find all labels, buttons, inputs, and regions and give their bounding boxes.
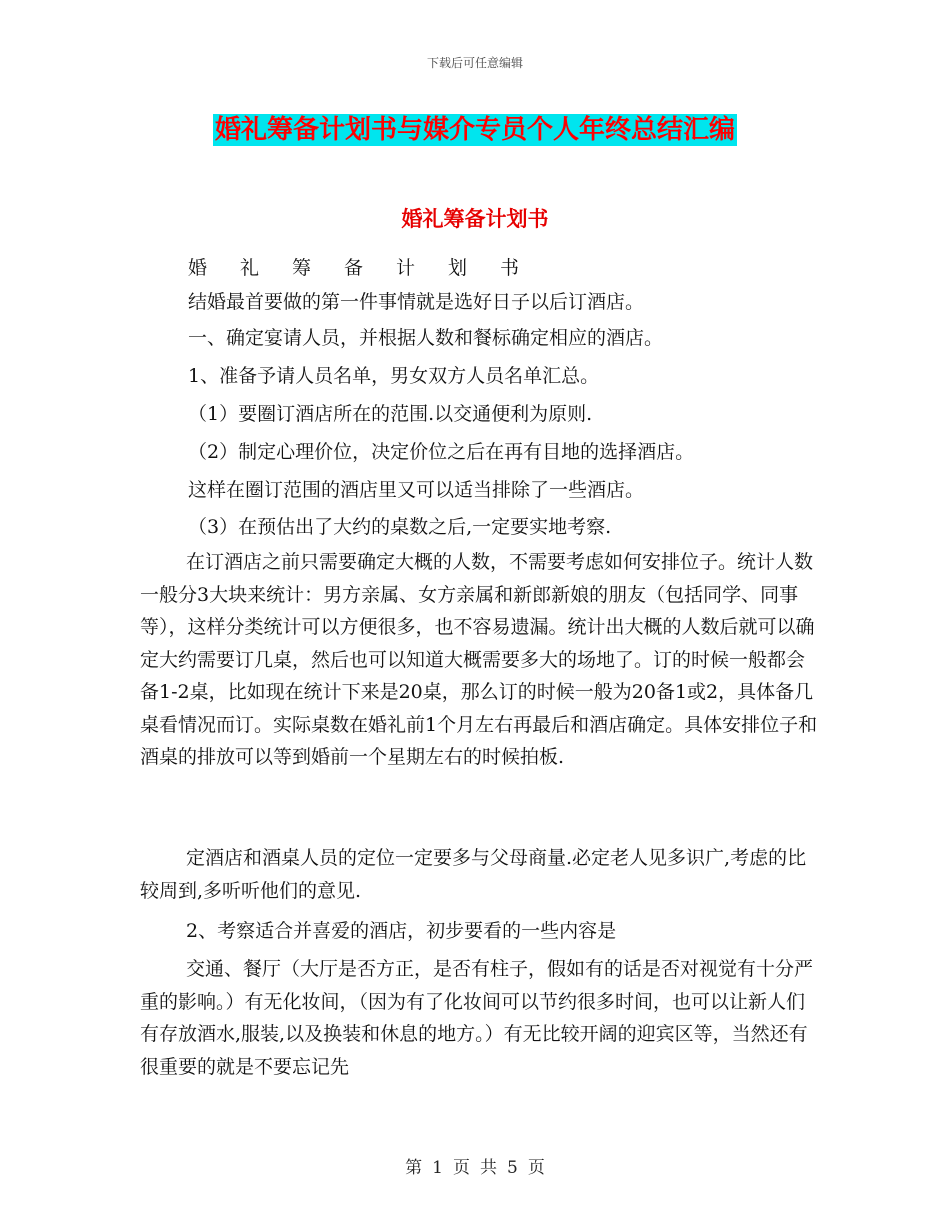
body-line-6: 这样在圈订范围的酒店里又可以适当排除了一些酒店。 [188, 479, 645, 501]
page-header: 下载后可任意编辑 [426, 56, 523, 70]
body-line-3: 1、准备予请人员名单，男女双方人员名单汇总。 [188, 365, 600, 387]
paragraph-details [140, 953, 820, 1083]
paragraph-text: 2、考察适合并喜爱的酒店，初步要看的一些内容是 [186, 920, 617, 942]
document-title: 婚礼筹备计划书与媒介专员个人年终总结汇编 [214, 115, 735, 145]
paragraph-inspect [140, 915, 820, 948]
footer-total-number: 5 [507, 1158, 518, 1178]
paragraph-parents [140, 842, 820, 907]
footer-page-number: 1 [432, 1158, 443, 1178]
paragraph-text: 交通、餐厅（大厅是否方正，是否有柱子，假如有的话是否对视觉有十分严重的影响。）有无化妆间，（因为有了化妆间可以节约很多时间，也可以让新人们有存放酒水,服装,以及换装和休息的地方。）有无比较开阔的迎宾区等，当然还有很重要的就是不要忘记先 [140, 958, 814, 1078]
body-line-2: 一、确定宴请人员，并根据人数和餐标确定相应的酒店。 [188, 327, 664, 349]
document-title-block [0, 114, 950, 146]
body-line-1: 结婚最首要做的第一件事情就是选好日子以后订酒店。 [188, 291, 645, 313]
footer-page-unit: 页 [453, 1158, 470, 1178]
footer-page-label: 第 [405, 1158, 423, 1178]
footer-total-unit: 页 [527, 1158, 545, 1178]
body-line-4: （1）要圈订酒店所在的范围.以交通便利为原则. [188, 403, 593, 425]
body-line-7: （3）在预估出了大约的桌数之后,一定要实地考察. [188, 516, 612, 538]
spaced-heading: 婚礼筹备计划书 [188, 257, 553, 279]
page-footer [0, 1153, 950, 1178]
paragraph-text: 在订酒店之前只需要确定大概的人数，不需要考虑如何安排位子。统计人数一般分3大块来统计：男方亲属、女方亲属和新郎新娘的朋友（包括同学、同事等），这样分类统计可以方便很多，也不容易遗漏。统计出大概的人数后就可以确定大约需要订几桌，然后也可以知道大概需要多大的场地了。订的时候一般都会备1-2桌，比如现在统计下来是20桌，那么订的时候一般为20备1或2，具体备几桌看情况而订。实际桌数在婚礼前1个月左右再最后和酒店确定。具体安排位子和酒桌的排放可以等到婚前一个星期左右的时候拍板. [140, 551, 818, 768]
section-title: 婚礼筹备计划书 [401, 207, 549, 231]
paragraph-table-count [140, 546, 820, 774]
paragraph-text: 定酒店和酒桌人员的定位一定要多与父母商量.必定老人见多识广,考虑的比较周到,多听听他们的意见. [140, 847, 807, 902]
footer-total-label: 共 [480, 1158, 497, 1178]
body-line-5: （2）制定心理价位，决定价位之后在再有目地的选择酒店。 [188, 441, 695, 463]
